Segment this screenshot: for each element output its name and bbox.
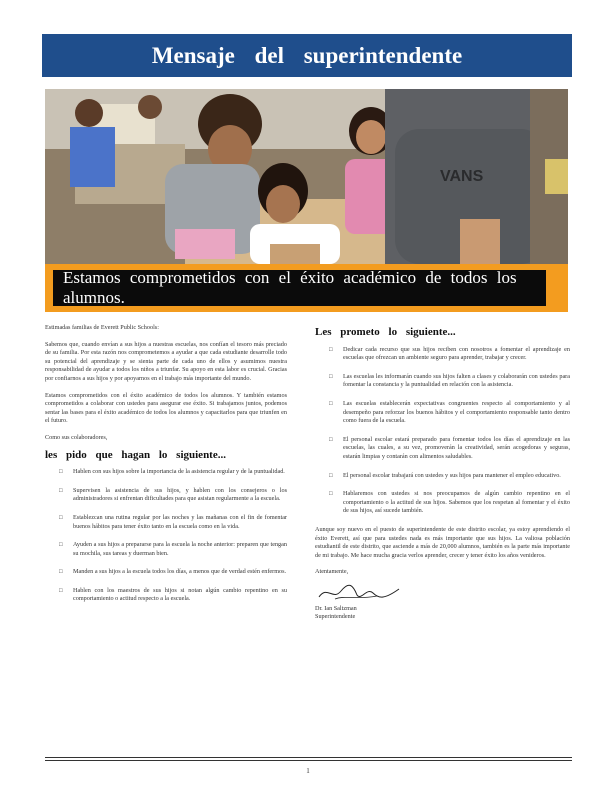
closing-paragraph: Aunque soy nuevo en el puesto de superintendente de este distrito escolar, ya estoy aprendiendo el éxito Everett, así que para ustedes nada es más importante que sus hijos. La valiosa población estudiantil de este distrito, que asciende a más de 20,000 alumnos, también es la parte más importante de mi trabajo. Me hace mucha gracia verlos aprender, crecer y tener éxito los años venideros. xyxy=(315,525,570,559)
signoff: Atentamente, xyxy=(315,568,349,576)
list-item: □ Dedicar cada recurso que sus hijos reciben con nosotros a fomentar el aprendizaje en escuelas que ofrezcan un ambiente seguro para aprender, trabajar y crecer. xyxy=(329,345,570,362)
list-item: □ Supervisen la asistencia de sus hijos, y hablen con los consejeros o los administradores si enfrentan dificultades para que asistan regularmente a la escuela. xyxy=(59,486,287,503)
list-item: □ Ayuden a sus hijos a prepararse para la escuela la noche anterior: preparen que tengan su mochila, sus tareas y duerman bien. xyxy=(59,541,287,557)
right-column xyxy=(315,324,570,622)
signer-name: Dr. Ian Saltzman xyxy=(315,604,357,612)
list-item: □ Manden a sus hijos a la escuela todos los días, a menos que de verdad estén enfermos. xyxy=(59,568,287,576)
bullet-icon: □ xyxy=(59,587,63,594)
list-item: □ El personal escolar estará preparado para fomentar todos los días el aprendizaje en las escuelas, las cuales, a su vez, promoverán la creatividad, serán acogedoras y seguras, estarán limpias y contarán con alimentos saludables. xyxy=(329,435,570,460)
bullet-icon: □ xyxy=(329,436,333,443)
list-item: □ Hablen con los maestros de sus hijos si notan algún cambio repentino en su comportamiento o actitud respecto a la escuela. xyxy=(59,586,287,603)
list-item: □ El personal escolar trabajará con ustedes y sus hijos para mantener el empleo educativo. xyxy=(329,471,561,479)
list-item: □ Hablaremos con ustedes si nos preocupamos de algún cambio repentino en el comportamiento o la actitud de sus hijos. Sabemos que los respetan al fomentar y el éxito de sus hijos, así sucede también. xyxy=(329,490,570,515)
bullet-icon: □ xyxy=(59,542,63,549)
bullet-icon: □ xyxy=(59,569,63,576)
section-heading: Les prometo lo siguiente... xyxy=(315,326,456,338)
bullet-icon: □ xyxy=(329,400,333,407)
paragraph: Estamos comprometidos con el éxito académico de todos los alumnos. Y también estamos comprometidos a colaborar con ustedes para asegurar ese éxito. Si trabajamos juntos, podemos sentar las bases para el éxito académico de todos los alumnos y capacitarlos para que triunfen en el futuro. xyxy=(45,391,287,425)
bullet-icon: □ xyxy=(329,346,333,353)
signature-image xyxy=(315,581,405,603)
banner-text: Estamos comprometidos con el éxito académico de todos los alumnos. xyxy=(53,270,546,306)
page-number: 1 xyxy=(306,767,310,775)
classroom-photo xyxy=(45,89,568,264)
list-item: □ Establezcan una rutina regular por las noches y las mañanas con el fin de fomentar buenos hábitos para tener éxito tanto en la escuela como en la vida. xyxy=(59,513,287,530)
page-title: Mensaje del superintendente xyxy=(42,34,572,77)
svg-text:VANS: VANS xyxy=(440,168,484,185)
bullet-icon: □ xyxy=(329,472,333,479)
list-item: □ Hablen con sus hijos sobre la importancia de la asistencia regular y de la puntualidad. xyxy=(59,468,285,476)
list-item: □ Las escuelas establecerán expectativas congruentes respecto al comportamiento y al desempeño para reforzar los buenos hábitos y el comportamiento responsable tanto dentro como fuera de la escuela. xyxy=(329,399,570,425)
footer-rule xyxy=(45,757,572,761)
paragraph: Sabemos que, cuando envían a sus hijos a nuestras escuelas, nos confían el tesoro más preciado de su familia. Por esta razón nos comprometemos a ayudar a que cada estudiante desarrolle todo su potencial del aprendizaje y se sienta parte de cada uno de ellos y asumimos nuestra responsabilidad de ayudar a todos los niños a triunfar. Su apoyo en esta labor es crucial. Gracias por confiarnos a sus hijos y por apoyarnos en el trabajo más importante del mundo. xyxy=(45,340,287,382)
list-item: □ Las escuelas les informarán cuando sus hijos falten a clases y colaborarán con ustedes para fomentar la constancia y la puntualidad en relación con la asistencia. xyxy=(329,372,570,389)
section-heading: les pido que hagan lo siguiente... xyxy=(45,448,226,461)
bullet-icon: □ xyxy=(59,514,63,521)
commitment-banner xyxy=(45,264,568,312)
promise-list xyxy=(315,346,570,516)
bullet-icon: □ xyxy=(59,469,63,476)
bullet-icon: □ xyxy=(329,491,333,498)
paragraph: Como sus colaboradores, xyxy=(45,433,108,441)
greeting: Estimadas familias de Everett Public Schools: xyxy=(45,324,159,331)
bullet-icon: □ xyxy=(59,487,63,494)
request-list xyxy=(45,468,287,604)
signer-role: Superintendente xyxy=(315,613,356,621)
bullet-icon: □ xyxy=(329,373,333,380)
left-column xyxy=(45,324,287,614)
